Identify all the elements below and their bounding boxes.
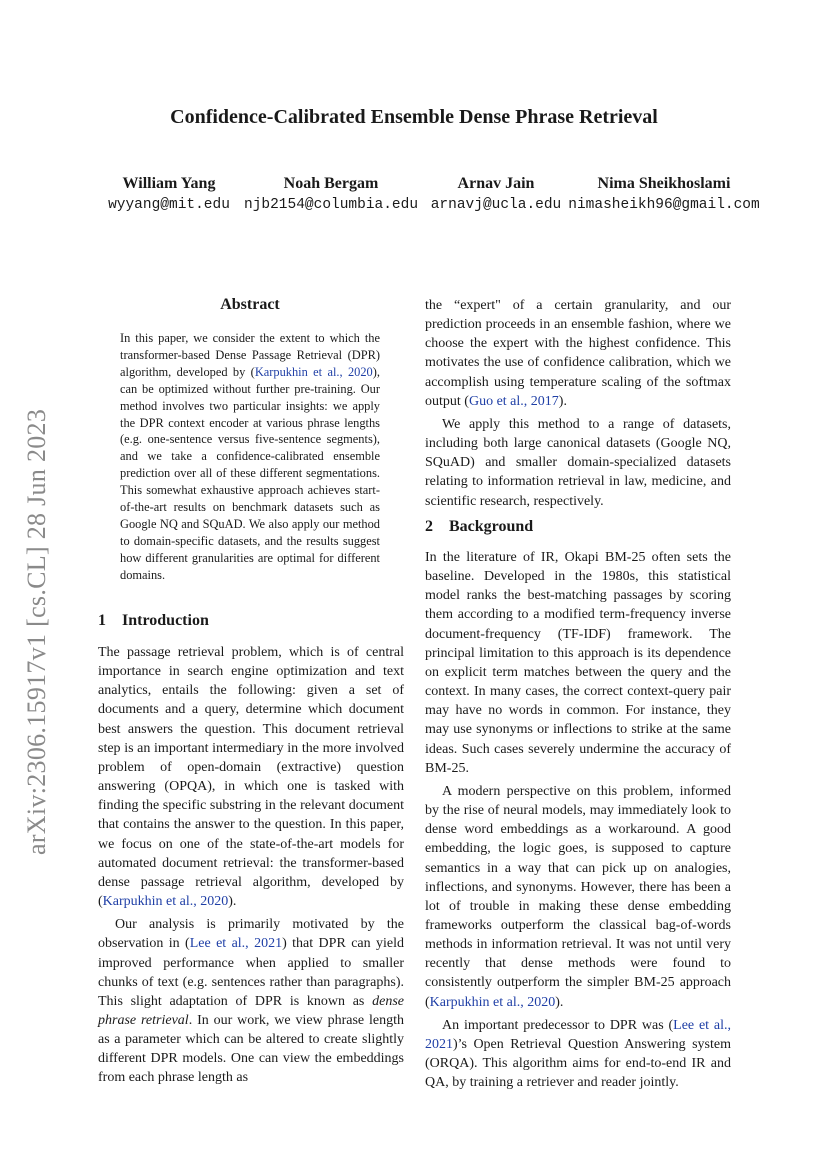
author-name: Nima Sheikhoslami <box>597 175 731 192</box>
left-column-body <box>98 643 404 1088</box>
author-block <box>96 174 242 216</box>
right-column-top <box>425 296 731 511</box>
citation-link[interactable]: Lee et al., 2021 <box>189 936 283 952</box>
citation-link[interactable]: Karpukhin et al., 2020 <box>254 364 373 379</box>
section-heading-introduction <box>98 612 209 630</box>
author-email: wyyang@mit.edu <box>108 197 230 213</box>
author-email: njb2154@columbia.edu <box>244 197 419 213</box>
paper-title: Confidence-Calibrated Ensemble Dense Phrase Retrieval <box>170 106 658 128</box>
paragraph: A modern perspective on this problem, informed by the rise of neural models, may immediately look to dense word embeddings as a workaround. A good embedding, the logic goes, is supposed to capture semantics in a way that can pick up on analogies, inflections, and synonyms. However, there has been a lot of trouble in making these dense embedding frameworks outperform the classical bag-of-words methods in information retrieval. It was not until very recently that dense methods were found to consistently outperform the simpler BM-25 approach (Karpukhin et al., 2020). <box>425 783 731 1010</box>
paragraph: The passage retrieval problem, which is of central importance in search engine optimization and text analytics, entails the following: given a set of documents and a query, determine which document best answers the question. This document retrieval step is an important intermediary in the more involved problem of open-domain (extractive) question answering (OPQA), in which one is tasked with finding the specific substring in the relevant document that contains the answer to the question. In this paper, we focus on one of the state-of-the-art models for automated document retrieval: the transformer-based dense passage retrieval algorithm, developed by (Karpukhin et al., 2020). <box>98 645 404 910</box>
section-number: 1 <box>98 612 106 629</box>
section-heading-background <box>425 518 533 536</box>
author-name: Arnav Jain <box>457 175 535 192</box>
arxiv-identifier-stamp: arXiv:2306.15917v1 [cs.CL] 28 Jun 2023 <box>22 408 51 855</box>
author-block <box>428 174 564 216</box>
paragraph: We apply this method to a range of datasets, including both large canonical datasets (Google NQ, SQuAD) and smaller domain-specialized datasets relating to information retrieval in law, medicine, and scientific research, respectively. <box>425 416 731 509</box>
author-block <box>566 174 762 216</box>
citation-link[interactable]: Karpukhin et al., 2020 <box>429 994 556 1010</box>
section-title: Introduction <box>122 612 209 629</box>
section-number: 2 <box>425 518 433 535</box>
author-email: arnavj@ucla.edu <box>430 197 562 213</box>
citation-link[interactable]: Lee et al., 2021 <box>425 1017 731 1052</box>
paragraph: Our analysis is primarily motivated by the observation in (Lee et al., 2021) that DPR can yield improved performance when applied to smaller chunks of text (e.g. sentences rather than paragraphs). This slight adaptation of DPR is known as dense phrase retrieval. In our work, we view phrase length as a parameter which can be altered to create slightly different DPR models. One can view the embeddings from each phrase length as <box>98 917 405 1086</box>
author-email: nimasheikh96@gmail.com <box>568 197 760 213</box>
citation-link[interactable]: Karpukhin et al., 2020 <box>102 894 229 910</box>
author-name: Noah Bergam <box>283 175 379 192</box>
paragraph: In the literature of IR, Okapi BM-25 often sets the baseline. Developed in the 1980s, this statistical model ranks the best-matching passages by scoring them according to a modified term-frequency inverse document-frequency (TF-IDF) framework. The principal limitation to this approach is its dependence on explicit term matches between the query and the context. In many cases, the correct context-query pair may have no words in common. For instance, they may use synonyms or inflections to strike at the same ideas. Such cases severely undermine the accuracy of BM-25. <box>425 550 731 776</box>
author-name: William Yang <box>122 175 216 192</box>
citation-link[interactable]: Guo et al., 2017 <box>468 393 559 409</box>
abstract-heading: Abstract <box>220 296 280 313</box>
section-title: Background <box>449 518 534 535</box>
abstract-text: In this paper, we consider the extent to which the transformer-based Dense Passage Retrieval (DPR) algorithm, developed by (Karpukhin et al., 2020), can be optimized without further pre-training. Our method involves two particular insights: we apply the DPR context encoder at various phrase lengths (e.g. one-sentence versus five-sentence segments), and we take a confidence-calibrated ensemble prediction over all of these different segmentations. This somewhat exhaustive approach achieves start-of-the-art results on benchmark datasets such as Google NQ and SQuAD. We also apply our method to domain-specific datasets, and the results suggest how different granularities are optimal for different domains. <box>120 331 380 582</box>
right-column-background <box>425 548 731 1092</box>
author-block <box>244 174 418 216</box>
paragraph: An important predecessor to DPR was (Lee et al., 2021)’s Open Retrieval Question Answering system (ORQA). This algorithm aims for end-to-end IR and QA, by training a retriever and reader jointly. <box>425 1017 731 1091</box>
paragraph: the “expert" of a certain granularity, and our prediction proceeds in an ensemble fashion, where we choose the expert with the highest confidence. This motivates the use of confidence calibration, which we accomplish using temperature scaling of the softmax output (Guo et al., 2017). <box>425 298 731 409</box>
